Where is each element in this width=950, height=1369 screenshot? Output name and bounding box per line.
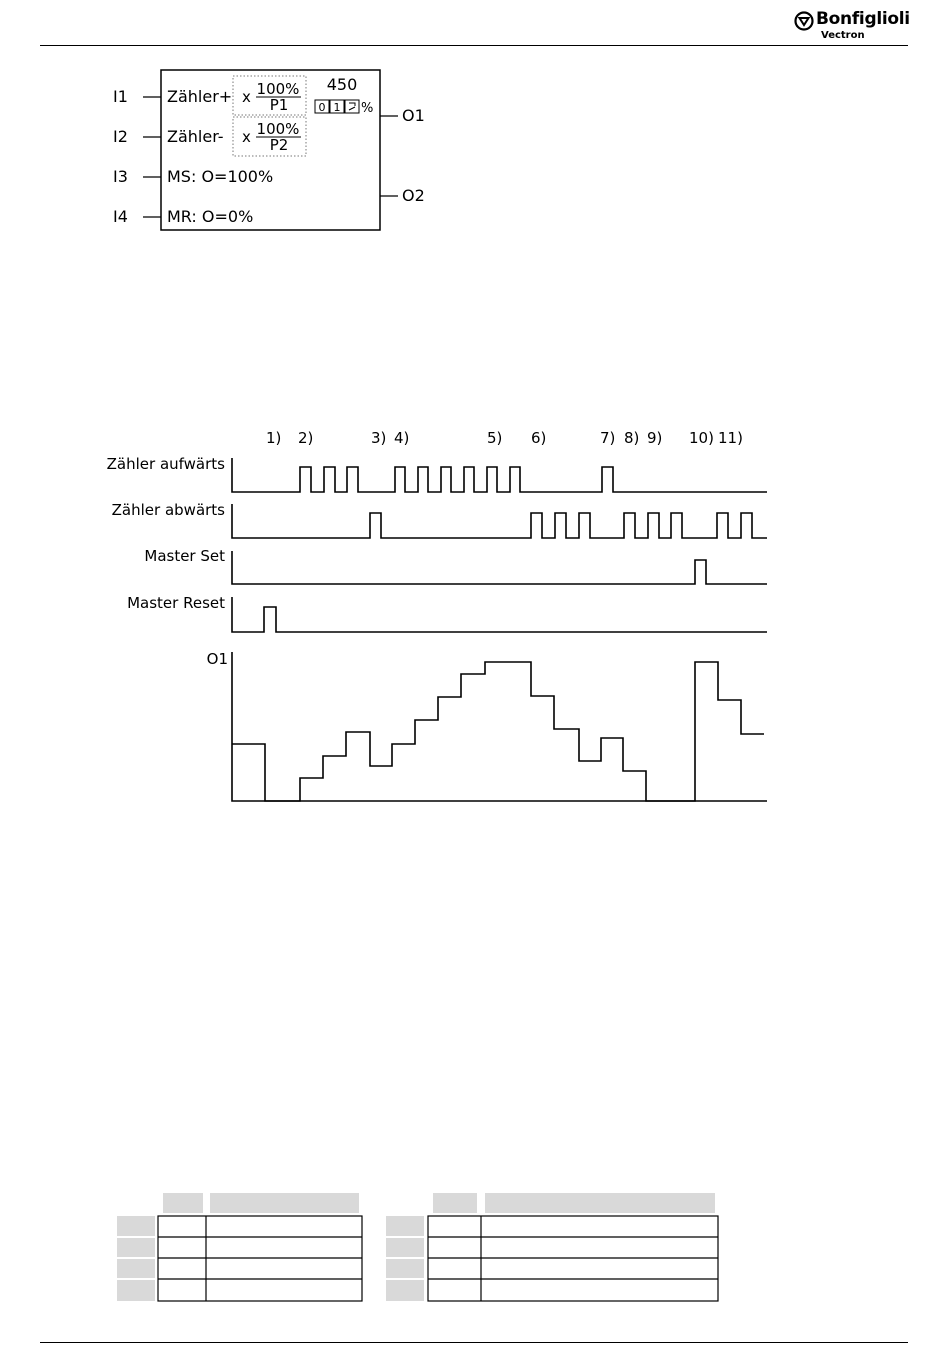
table-right xyxy=(386,1193,718,1301)
output-o1: O1 xyxy=(402,106,425,125)
numerator-1: 100% xyxy=(256,80,300,98)
signal-label-master-reset: Master Reset xyxy=(127,594,225,612)
denominator-p1: P1 xyxy=(269,96,289,114)
marker-11: 11) xyxy=(718,429,743,447)
function-block-diagram xyxy=(0,60,460,250)
marker-10: 10) xyxy=(689,429,714,447)
header-rule xyxy=(40,45,908,46)
counter-arrows-icon xyxy=(349,103,355,110)
logo-icon xyxy=(794,11,814,31)
signal-master-reset-trace xyxy=(232,597,767,632)
table-left xyxy=(117,1193,362,1301)
marker-6: 6) xyxy=(531,429,547,447)
o1-trace xyxy=(232,662,764,801)
bonfiglioli-logo xyxy=(794,8,914,44)
row-master-reset: MR: O=0% xyxy=(167,207,254,226)
counter-value: 450 xyxy=(326,75,358,94)
input-i4: I4 xyxy=(113,207,128,226)
marker-5: 5) xyxy=(487,429,503,447)
counter-unit: % xyxy=(361,101,374,116)
signal-label-up: Zähler aufwärts xyxy=(106,455,225,473)
signal-down-trace xyxy=(232,504,767,538)
logo-brand: Bonfiglioli xyxy=(816,9,910,29)
output-o2: O2 xyxy=(402,186,425,205)
footer-rule xyxy=(40,1342,908,1343)
row-counter-up: Zähler+ xyxy=(167,87,233,106)
digit-0: 0 xyxy=(318,101,326,114)
input-i3: I3 xyxy=(113,167,128,186)
marker-4: 4) xyxy=(394,429,410,447)
numerator-2: 100% xyxy=(256,120,300,138)
signal-master-set-trace xyxy=(232,551,767,584)
signal-label-o1: O1 xyxy=(206,650,228,668)
row-counter-down: Zähler- xyxy=(167,127,224,146)
parameter-tables xyxy=(117,1193,727,1303)
signal-label-master-set: Master Set xyxy=(144,547,225,565)
digit-1: 1 xyxy=(333,101,341,114)
input-i2: I2 xyxy=(113,127,128,146)
marker-7: 7) xyxy=(600,429,616,447)
marker-2: 2) xyxy=(298,429,314,447)
signal-label-down: Zähler abwärts xyxy=(111,501,225,519)
logo-sub: Vectron xyxy=(821,30,865,41)
input-i1: I1 xyxy=(113,87,128,106)
timing-diagram xyxy=(0,420,800,820)
marker-9: 9) xyxy=(647,429,663,447)
times-2: x xyxy=(242,128,251,146)
marker-8: 8) xyxy=(624,429,640,447)
times-1: x xyxy=(242,88,251,106)
signal-up-trace xyxy=(232,458,767,492)
row-master-set: MS: O=100% xyxy=(167,167,274,186)
marker-1: 1) xyxy=(266,429,282,447)
denominator-p2: P2 xyxy=(269,136,289,154)
counter-digits xyxy=(315,100,359,114)
marker-3: 3) xyxy=(371,429,387,447)
